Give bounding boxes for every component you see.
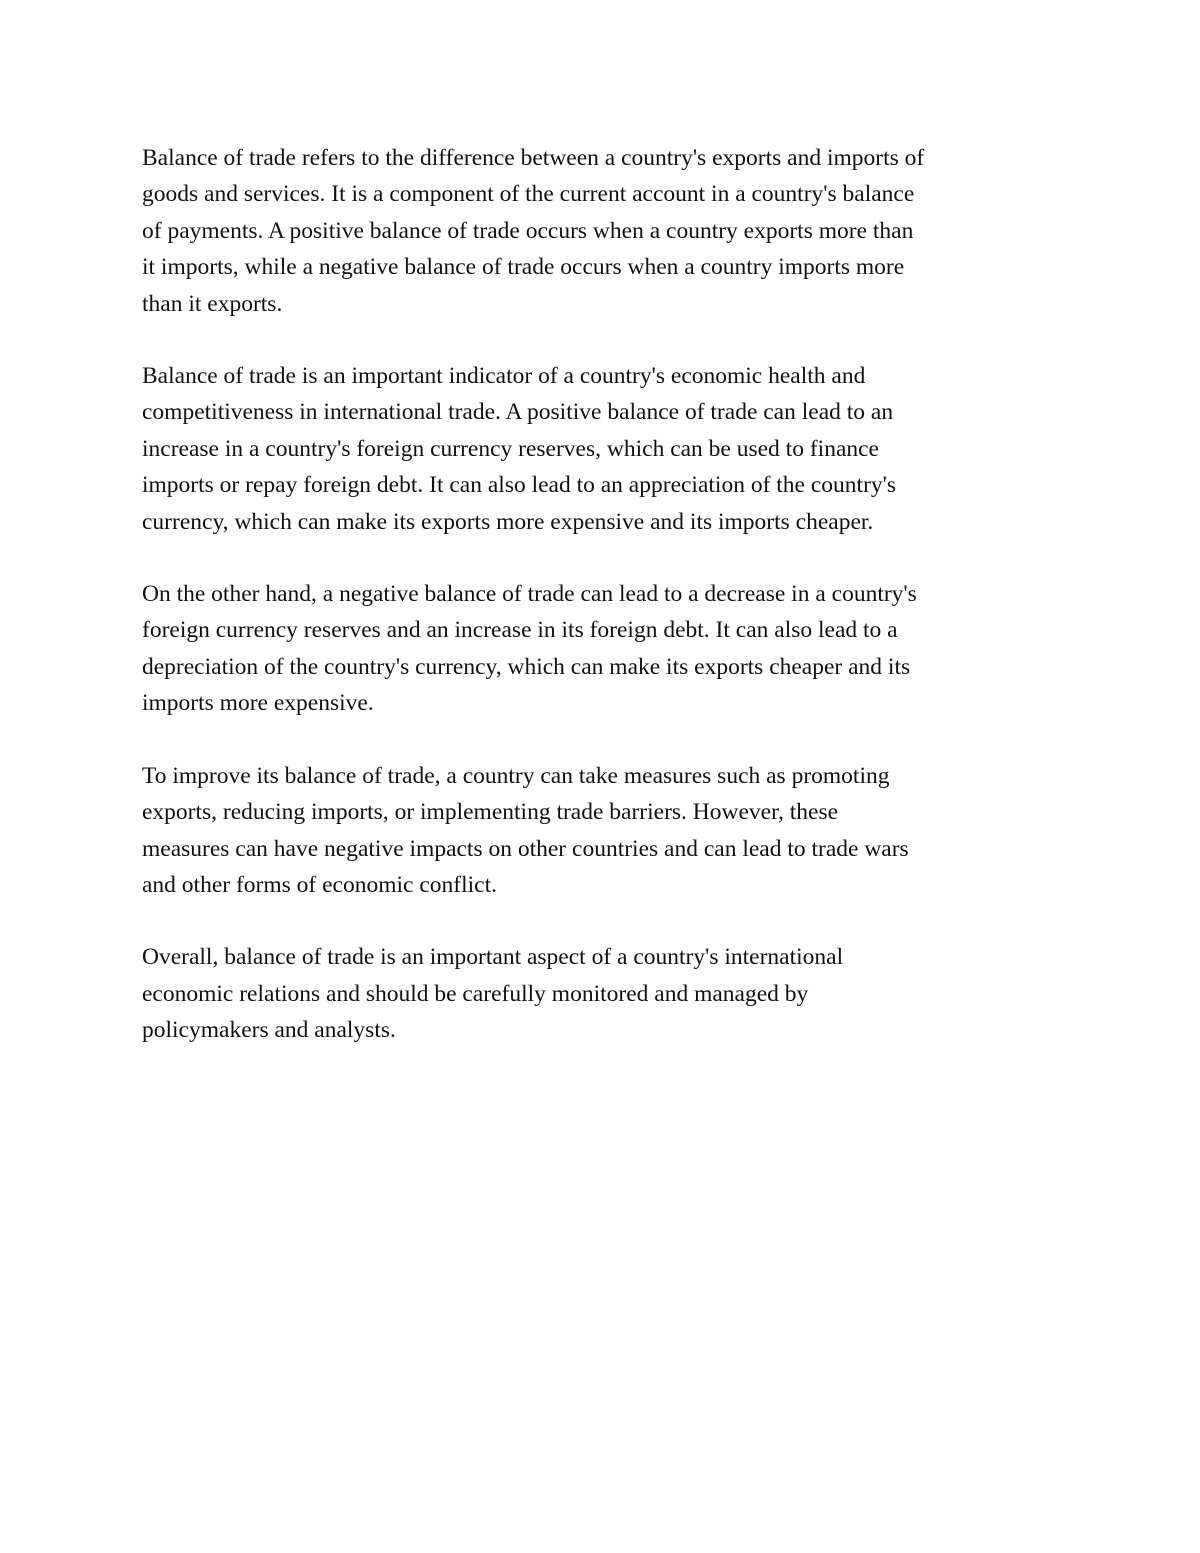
text-line: Overall, balance of trade is an important aspect of a country's international [142,944,844,971]
paragraph-negative-balance [142,576,1062,722]
text-line: it imports, while a negative balance of trade occurs when a country imports more [142,254,905,281]
text-line: currency, which can make its exports more expensive and its imports cheaper. [142,508,874,535]
text-line: To improve its balance of trade, a country can take measures such as promoting [142,762,890,789]
paragraph-definition [142,140,1062,322]
text-line: policymakers and analysts. [142,1017,396,1044]
text-line: goods and services. It is a component of the current account in a country's balance [142,181,915,208]
text-line: Balance of trade is an important indicator of a country's economic health and [142,363,866,390]
text-line: imports more expensive. [142,690,374,717]
text-line: depreciation of the country's currency, which can make its exports cheaper and its [142,653,911,680]
text-line: and other forms of economic conflict. [142,871,497,898]
text-line: On the other hand, a negative balance of trade can lead to a decrease in a country's [142,581,917,608]
document-body [142,140,1062,1085]
text-line: of payments. A positive balance of trade occurs when a country exports more than [142,217,914,244]
text-line: measures can have negative impacts on other countries and can lead to trade wars [142,835,909,862]
text-line: imports or repay foreign debt. It can also lead to an appreciation of the country's [142,472,897,499]
text-line: exports, reducing imports, or implementing trade barriers. However, these [142,799,839,826]
paragraph-improvement-measures [142,758,1062,904]
text-line: competitiveness in international trade. A positive balance of trade can lead to an [142,399,894,426]
text-line: than it exports. [142,290,283,317]
text-line: economic relations and should be carefully monitored and managed by [142,980,809,1007]
text-line: foreign currency reserves and an increase in its foreign debt. It can also lead to a [142,617,898,644]
text-line: increase in a country's foreign currency reserves, which can be used to finance [142,435,879,462]
text-line: Balance of trade refers to the difference between a country's exports and imports of [142,145,925,171]
paragraph-conclusion [142,939,1062,1048]
paragraph-importance [142,358,1062,540]
